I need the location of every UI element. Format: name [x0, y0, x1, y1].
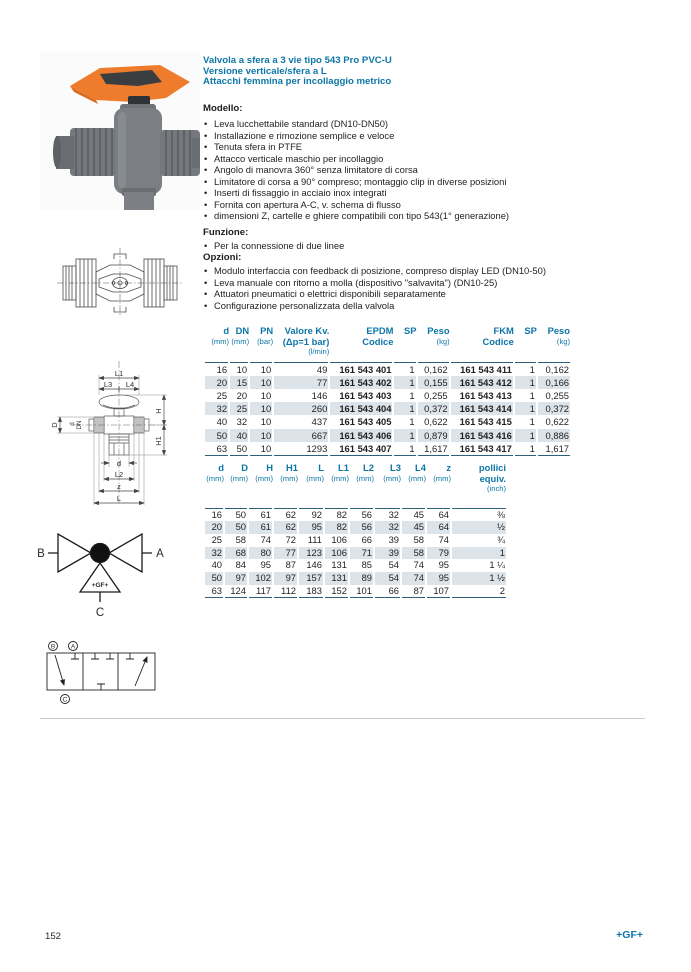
cell: 50	[224, 521, 248, 534]
cell: 152	[324, 585, 349, 598]
cell: 58	[401, 547, 426, 560]
column-header: DN (mm)	[229, 326, 249, 362]
cell: 1	[393, 415, 416, 428]
cell: 117	[248, 585, 273, 598]
cell: 74	[401, 559, 426, 572]
cell: 32	[229, 415, 249, 428]
cell: ½	[451, 521, 506, 534]
bullet-item: • Attacco verticale maschio per incollaggio	[203, 153, 655, 165]
table-row	[204, 362, 570, 376]
cell: 92	[298, 508, 324, 521]
cell: 97	[224, 572, 248, 585]
cell: 40	[229, 429, 249, 442]
cell: 161 543 405	[329, 415, 393, 428]
cell: 84	[224, 559, 248, 572]
cell: 25	[204, 534, 224, 547]
table-row	[204, 521, 506, 534]
cell: 10	[249, 389, 273, 402]
cell: 16	[204, 362, 229, 376]
column-header: PN (bar)	[249, 326, 273, 362]
section-label-opzioni: Opzioni:	[203, 252, 242, 263]
dimensions-table	[203, 463, 506, 598]
cell: 39	[374, 534, 401, 547]
dim-label-l: L	[116, 494, 122, 503]
dim-label-l2: L2	[114, 470, 124, 479]
position-label-c: C	[62, 696, 68, 704]
section-label-modello: Modello:	[203, 103, 243, 114]
cell: 54	[374, 572, 401, 585]
cell: 32	[204, 547, 224, 560]
table-row	[204, 508, 506, 521]
cell: 58	[401, 534, 426, 547]
table-row	[204, 559, 506, 572]
column-header: L2 (mm)	[349, 463, 374, 508]
cell: 10	[249, 362, 273, 376]
cell: 49	[273, 362, 329, 376]
cell: 161 543 403	[329, 389, 393, 402]
footer-divider	[40, 718, 645, 719]
column-header: z (mm)	[426, 463, 451, 508]
opzioni-list	[203, 265, 655, 311]
gf-logo-mark: +GF+	[91, 582, 109, 589]
cell: 61	[248, 521, 273, 534]
cell: 161 543 401	[329, 362, 393, 376]
cell: 161 543 406	[329, 429, 393, 442]
bullet-item: • Attuatori pneumatici o elettrici disponibili separatamente	[203, 288, 655, 300]
cell: 50	[224, 508, 248, 521]
cell: 0,622	[537, 415, 570, 428]
dim-label-d-outer: D	[50, 422, 59, 428]
section-label-funzione: Funzione:	[203, 227, 249, 238]
cell: 62	[273, 508, 298, 521]
table-row	[204, 572, 506, 585]
cell: 66	[374, 585, 401, 598]
cell: 0,372	[417, 402, 450, 415]
cell: 124	[224, 585, 248, 598]
column-header: Peso (kg)	[417, 326, 450, 362]
side-view-drawing	[55, 245, 185, 320]
cell: 107	[426, 585, 451, 598]
column-header: H1 (mm)	[273, 463, 298, 508]
cell: 1	[514, 429, 537, 442]
bullet-item: • Inserti di fissaggio in acciaio inox integrati	[203, 187, 655, 199]
cell: ¾	[451, 534, 506, 547]
cell: 45	[401, 508, 426, 521]
cell: 32	[204, 402, 229, 415]
page-number: 152	[45, 931, 62, 942]
cell: 97	[273, 572, 298, 585]
column-header: SP	[514, 326, 537, 362]
bullet-item: • dimensioni Z, cartelle e ghiere compatibili con tipo 543(1° generazione)	[203, 210, 655, 222]
cell: 183	[298, 585, 324, 598]
title-line-1: Valvola a sfera a 3 vie tipo 543 Pro PVC-U	[203, 55, 392, 66]
cell: 161 543 407	[329, 442, 393, 456]
cell: 62	[273, 521, 298, 534]
cell: 20	[229, 389, 249, 402]
cell: 50	[204, 429, 229, 442]
table-row	[204, 534, 506, 547]
dim-label-l1: L1	[114, 369, 124, 378]
cell: 161 543 413	[450, 389, 514, 402]
cell: 77	[273, 547, 298, 560]
cell: 131	[324, 572, 349, 585]
cell: 56	[349, 508, 374, 521]
cell: 64	[426, 521, 451, 534]
modello-list	[203, 118, 655, 222]
column-header: EPDM Codice	[329, 326, 393, 362]
cell: 260	[273, 402, 329, 415]
cell: 1	[393, 362, 416, 376]
flow-label-c: C	[95, 607, 105, 619]
cell: 0,162	[417, 362, 450, 376]
cell: 1293	[273, 442, 329, 456]
dim-label-h: H	[154, 408, 163, 414]
table-row	[204, 547, 506, 560]
cell: 0,155	[417, 376, 450, 389]
dim-label-l3: L3	[103, 380, 113, 389]
table-row	[204, 376, 570, 389]
table-row	[204, 429, 570, 442]
cell: 1	[393, 389, 416, 402]
column-header: SP	[393, 326, 416, 362]
order-data-table	[203, 326, 570, 456]
cell: 146	[298, 559, 324, 572]
bullet-item: • Leva lucchettabile standard (DN10-DN50)	[203, 118, 655, 130]
position-label-b: B	[50, 643, 56, 651]
cell: 1	[393, 429, 416, 442]
cell: 63	[204, 585, 224, 598]
cell: 82	[324, 508, 349, 521]
bullet-item: • Leva manuale con ritorno a molla (dispositivo "salvavita") (DN10-25)	[203, 277, 655, 289]
cell: 112	[273, 585, 298, 598]
gf-logo: +GF+	[616, 929, 643, 941]
cell: 87	[273, 559, 298, 572]
cell: 161 543 404	[329, 402, 393, 415]
cell: 61	[248, 508, 273, 521]
cell: 45	[401, 521, 426, 534]
cell: 667	[273, 429, 329, 442]
cell: 161 543 415	[450, 415, 514, 428]
bullet-item: • Tenuta sfera in PTFE	[203, 141, 655, 153]
column-header: d (mm)	[204, 326, 229, 362]
cell: 56	[349, 521, 374, 534]
dim-label-dn: DN	[77, 420, 83, 430]
cell: 111	[298, 534, 324, 547]
cell: 1	[514, 389, 537, 402]
cell: 1	[393, 442, 416, 456]
column-header: L (mm)	[298, 463, 324, 508]
table-row	[204, 415, 570, 428]
cell: 161 543 411	[450, 362, 514, 376]
cell: 10	[249, 442, 273, 456]
dim-label-h1: H1	[154, 436, 163, 446]
page-title	[203, 56, 633, 88]
cell: 20	[204, 376, 229, 389]
dim-label-l4: L4	[125, 380, 135, 389]
cell: 79	[426, 547, 451, 560]
cell: 10	[249, 402, 273, 415]
cell: 95	[426, 572, 451, 585]
cell: 161 543 416	[450, 429, 514, 442]
cell: 77	[273, 376, 329, 389]
cell: 0,166	[537, 376, 570, 389]
cell: 82	[324, 521, 349, 534]
column-header: L4 (mm)	[401, 463, 426, 508]
position-schema-diagram	[35, 640, 190, 706]
position-label-a: A	[70, 643, 76, 651]
column-header: D (mm)	[224, 463, 248, 508]
bullet-item: • Per la connessione di due linee	[203, 240, 655, 252]
cell: 74	[248, 534, 273, 547]
column-header: H (mm)	[248, 463, 273, 508]
bullet-item: • Configurazione personalizzata della valvola	[203, 300, 655, 312]
cell: 85	[349, 559, 374, 572]
cell: 161 543 412	[450, 376, 514, 389]
bullet-item: • Angolo di manovra 360° senza limitatore di corsa	[203, 164, 655, 176]
cell: 0,886	[537, 429, 570, 442]
cell: 101	[349, 585, 374, 598]
table-row	[204, 389, 570, 402]
cell: 161 543 402	[329, 376, 393, 389]
column-header: Peso (kg)	[537, 326, 570, 362]
cell: 437	[273, 415, 329, 428]
cell: 40	[204, 559, 224, 572]
product-photo	[40, 52, 200, 210]
column-header: d (mm)	[204, 463, 224, 508]
bullet-item: • Modulo interfaccia con feedback di posizione, compreso display LED (DN10-50)	[203, 265, 655, 277]
cell: 157	[298, 572, 324, 585]
title-line-2: Versione verticale/sfera a L	[203, 65, 327, 77]
flow-schema-diagram	[28, 530, 188, 630]
cell: 64	[426, 508, 451, 521]
cell: 95	[426, 559, 451, 572]
cell: 74	[401, 572, 426, 585]
cell: 106	[324, 534, 349, 547]
table-row	[204, 402, 570, 415]
cell: 95	[298, 521, 324, 534]
column-header: pollici equiv. (inch)	[451, 463, 506, 508]
cell: 50	[204, 572, 224, 585]
cell: 63	[204, 442, 229, 456]
dim-label-z: z	[117, 482, 121, 491]
cell: 54	[374, 559, 401, 572]
bullet-item: • Fornita con apertura A-C, v. schema di flusso	[203, 199, 655, 211]
cell: 66	[349, 534, 374, 547]
bullet-item: • Installazione e rimozione semplice e veloce	[203, 130, 655, 142]
cell: 39	[374, 547, 401, 560]
cell: 40	[204, 415, 229, 428]
column-header: FKM Codice	[450, 326, 514, 362]
cell: 10	[249, 429, 273, 442]
cell: 50	[229, 442, 249, 456]
cell: 68	[224, 547, 248, 560]
cell: 0,879	[417, 429, 450, 442]
cell: ⅜	[451, 508, 506, 521]
cell: 71	[349, 547, 374, 560]
cell: 1	[514, 442, 537, 456]
cell: 16	[204, 508, 224, 521]
cell: 1	[393, 376, 416, 389]
cell: 80	[248, 547, 273, 560]
table-row	[204, 585, 506, 598]
cell: 10	[249, 376, 273, 389]
cell: 95	[248, 559, 273, 572]
cell: 1	[514, 376, 537, 389]
cell: 102	[248, 572, 273, 585]
cell: 89	[349, 572, 374, 585]
title-line-3: Attacchi femmina per incollaggio metrico	[203, 76, 392, 88]
cell: 1	[393, 402, 416, 415]
column-header: Valore Kv. (Δp=1 bar) (l/min)	[273, 326, 329, 362]
cell: 1	[514, 402, 537, 415]
cell: 32	[374, 521, 401, 534]
cell: 10	[249, 415, 273, 428]
cell: 1	[514, 415, 537, 428]
cell: 32	[374, 508, 401, 521]
cell: 106	[324, 547, 349, 560]
header-row	[204, 463, 506, 508]
column-header: L3 (mm)	[374, 463, 401, 508]
cell: 25	[229, 402, 249, 415]
cell: 2	[451, 585, 506, 598]
cell: 1	[451, 547, 506, 560]
dim-label-d-small: d	[70, 422, 76, 426]
cell: 123	[298, 547, 324, 560]
cell: 0,255	[417, 389, 450, 402]
cell: 15	[229, 376, 249, 389]
cell: 0,622	[417, 415, 450, 428]
table-row	[204, 442, 570, 456]
cell: 1	[514, 362, 537, 376]
cell: 58	[224, 534, 248, 547]
cell: 72	[273, 534, 298, 547]
cell: 74	[426, 534, 451, 547]
flow-label-a: A	[156, 548, 164, 560]
header-row	[204, 326, 570, 362]
cell: 20	[204, 521, 224, 534]
column-header: L1 (mm)	[324, 463, 349, 508]
cell: 25	[204, 389, 229, 402]
cell: 1,617	[417, 442, 450, 456]
funzione-list	[203, 240, 655, 252]
cell: 161 543 414	[450, 402, 514, 415]
flow-label-b: B	[37, 548, 45, 560]
cell: 146	[273, 389, 329, 402]
cell: 161 543 417	[450, 442, 514, 456]
dim-label-d-bottom: d	[116, 459, 122, 468]
bullet-item: • Limitatore di corsa a 90° compreso; montaggio clip in diverse posizioni	[203, 176, 655, 188]
cell: 87	[401, 585, 426, 598]
cell: 1 ¼	[451, 559, 506, 572]
cell: 1 ½	[451, 572, 506, 585]
cell: 0,162	[537, 362, 570, 376]
cell: 1,617	[537, 442, 570, 456]
cell: 0,372	[537, 402, 570, 415]
cell: 10	[229, 362, 249, 376]
cell: 0,255	[537, 389, 570, 402]
cell: 131	[324, 559, 349, 572]
dimension-drawing	[45, 345, 195, 507]
